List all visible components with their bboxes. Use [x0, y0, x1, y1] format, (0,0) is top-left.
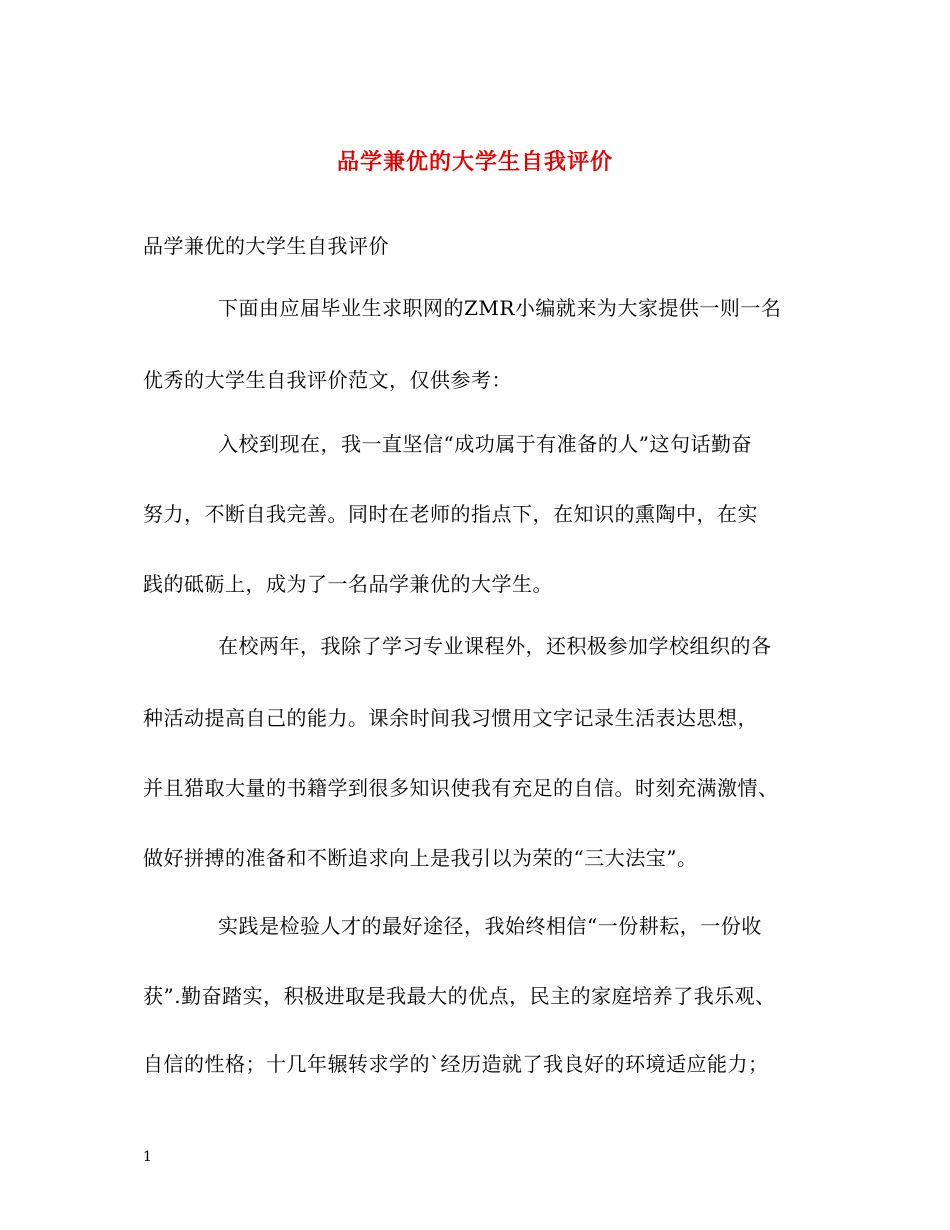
body-line-2: 下面由应届毕业生求职网的ZMR小编就来为大家提供一则一名 [218, 296, 782, 320]
body-line-6: 践的砥砺上，成为了一名品学兼优的大学生。 [143, 572, 553, 596]
body-line-8: 种活动提高自己的能力。课余时间我习惯用文字记录生活表达思想， [143, 706, 758, 730]
body-line-12: 获”.勤奋踏实，积极进取是我最大的优点，民主的家庭培养了我乐观、 [143, 984, 776, 1008]
body-line-1: 品学兼优的大学生自我评价 [143, 234, 389, 258]
body-line-13: 自信的性格；十几年辗转求学的`经历造就了我良好的环境适应能力； [143, 1052, 769, 1076]
body-line-3: 优秀的大学生自我评价范文，仅供参考： [143, 368, 512, 392]
body-line-5: 努力，不断自我完善。同时在老师的指点下，在知识的熏陶中，在实 [143, 502, 758, 526]
body-line-7: 在校两年，我除了学习专业课程外，还积极参加学校组织的各 [218, 634, 772, 658]
body-line-4: 入校到现在，我一直坚信“成功属于有准备的人”这句话勤奋 [218, 432, 752, 456]
document-title: 品学兼优的大学生自我评价 [336, 149, 613, 175]
body-line-10: 做好拼搏的准备和不断追求向上是我引以为荣的“三大法宝”。 [143, 846, 698, 870]
body-line-9: 并且猎取大量的书籍学到很多知识使我有充足的自信。时刻充满激情、 [143, 776, 779, 800]
body-line-11: 实践是检验人才的最好途径，我始终相信“一份耕耘，一份收 [218, 914, 762, 938]
page-number: 1 [143, 1149, 152, 1165]
